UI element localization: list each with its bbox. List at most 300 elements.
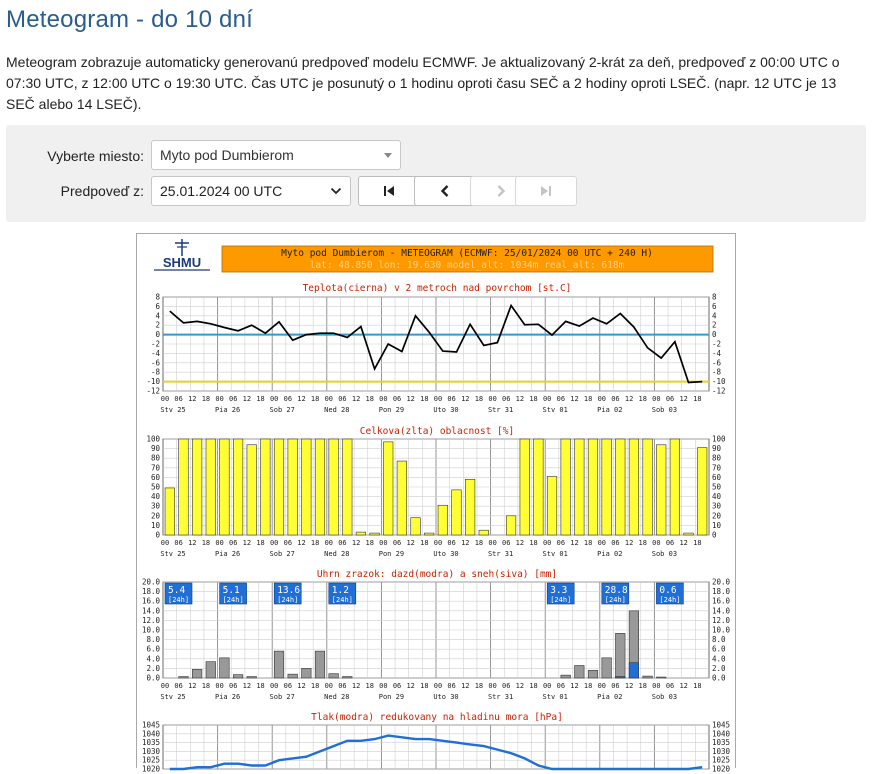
panel-title: Celkova(zlta) oblacnost [%]: [359, 426, 515, 437]
x-tick-label: 06: [229, 539, 238, 547]
day-label: Uto 30: [433, 693, 459, 701]
y-tick-label-right: 70: [712, 463, 722, 473]
x-tick-label: 12: [297, 395, 306, 403]
x-tick-label: 12: [515, 682, 525, 690]
x-tick-label: 12: [242, 682, 252, 690]
bar: [684, 533, 694, 535]
x-tick-label: 00: [215, 682, 224, 690]
x-tick-label: 12: [297, 539, 306, 547]
day-label: Sob 03: [651, 550, 678, 558]
x-tick-label: 18: [638, 682, 647, 690]
x-tick-label: 06: [665, 682, 675, 690]
x-tick-label: 18: [638, 395, 647, 403]
place-select[interactable]: [151, 140, 401, 170]
forecast-select[interactable]: [151, 176, 351, 206]
bar: [233, 439, 243, 535]
y-tick-label-right: 10: [712, 520, 722, 530]
y-tick-label: 16.0: [141, 596, 160, 606]
daily-total-period: [24h]: [277, 596, 299, 604]
day-label: Sob 03: [651, 693, 678, 701]
x-tick-label: 00: [324, 682, 334, 690]
y-tick-label-right: 40: [712, 492, 722, 502]
y-tick-label: 0: [155, 330, 160, 340]
y-tick-label: 8: [155, 292, 160, 302]
x-tick-label: 18: [201, 395, 211, 403]
chevron-down-icon: [384, 153, 392, 158]
x-tick-label: 06: [392, 539, 402, 547]
daily-total-value: 13.6: [277, 585, 301, 596]
x-tick-label: 18: [693, 682, 702, 690]
bar: [220, 439, 230, 535]
y-tick-label-right: -6: [712, 358, 722, 368]
x-tick-label: 12: [406, 539, 415, 547]
x-tick-label: 06: [338, 539, 347, 547]
day-label: Sob 27: [269, 406, 295, 414]
x-tick-label: 06: [174, 682, 183, 690]
daily-total-value: 0.6: [659, 585, 677, 596]
x-tick-label: 18: [474, 539, 484, 547]
x-tick-label: 18: [365, 539, 374, 547]
day-label: Sob 27: [269, 550, 295, 558]
bar: [479, 530, 489, 535]
bar: [547, 476, 557, 535]
bar: [424, 533, 434, 535]
x-tick-label: 00: [433, 395, 443, 403]
y-tick-label-right: 30: [712, 501, 722, 511]
x-tick-label: 00: [379, 539, 388, 547]
bar: [288, 674, 298, 678]
x-tick-label: 18: [420, 395, 429, 403]
bar: [247, 677, 257, 678]
x-tick-label: 00: [488, 395, 497, 403]
x-tick-label: 00: [324, 395, 334, 403]
bar: [629, 439, 639, 535]
y-tick-label-right: 1040: [712, 729, 731, 739]
y-tick-label-right: 0: [712, 330, 717, 340]
y-tick-label: 70: [150, 463, 160, 473]
daily-total-period: [24h]: [168, 596, 190, 604]
daily-total-period: [24h]: [659, 596, 681, 604]
x-tick-label: 00: [652, 682, 661, 690]
y-tick-label: 8.0: [146, 635, 160, 645]
bar: [261, 439, 271, 535]
bar: [315, 439, 325, 535]
day-label: Pia 02: [597, 406, 623, 414]
y-tick-label: 2.0: [146, 663, 160, 673]
day-label: Stv 01: [542, 406, 568, 414]
x-tick-label: 06: [556, 395, 566, 403]
bar: [656, 445, 666, 535]
x-tick-label: 00: [652, 539, 661, 547]
panel-title: Teplota(cierna) v 2 metroch nad povrchom [st.C]: [302, 283, 572, 294]
y-tick-label: 2: [155, 320, 160, 330]
y-tick-label-right: 60: [712, 472, 722, 482]
x-tick-label: 00: [379, 682, 388, 690]
bar: [615, 633, 625, 678]
x-tick-label: 06: [556, 539, 566, 547]
y-tick-label-right: 4.0: [712, 654, 726, 664]
forecast-selector-panel: [6, 125, 866, 222]
x-tick-label: 00: [269, 682, 279, 690]
y-tick-label-right: 8: [712, 292, 717, 302]
x-tick-label: 00: [542, 395, 552, 403]
daily-total-period: [24h]: [604, 596, 626, 604]
day-label: Sob 03: [651, 406, 678, 414]
x-tick-label: 00: [215, 395, 224, 403]
x-tick-label: 06: [283, 395, 293, 403]
day-label: Pia 02: [597, 693, 623, 701]
x-tick-label: 18: [529, 395, 538, 403]
bar: [452, 490, 462, 535]
meteogram-image: [136, 233, 736, 774]
daily-total-value: 5.1: [222, 585, 240, 596]
bar: [370, 533, 380, 535]
x-tick-label: 00: [542, 539, 552, 547]
y-tick-label: 6.0: [146, 644, 160, 654]
bar: [342, 677, 352, 678]
x-tick-label: 12: [188, 395, 197, 403]
daily-total-period: [24h]: [222, 596, 244, 604]
x-tick-label: 18: [474, 682, 484, 690]
y-tick-label-right: -12: [712, 386, 726, 396]
x-tick-label: 12: [461, 539, 470, 547]
y-tick-label-right: 2.0: [712, 663, 726, 673]
y-tick-label: -2: [150, 339, 160, 349]
x-tick-label: 06: [229, 395, 238, 403]
y-tick-label: 1040: [141, 729, 160, 739]
day-label: Pon 29: [378, 693, 405, 701]
bar: [520, 439, 530, 535]
bar: [656, 677, 666, 678]
bar: [179, 677, 189, 678]
x-tick-label: 18: [474, 395, 484, 403]
x-tick-label: 06: [665, 395, 675, 403]
x-tick-label: 18: [310, 395, 320, 403]
bar: [575, 666, 585, 678]
x-tick-label: 12: [242, 539, 252, 547]
bar: [192, 669, 202, 678]
y-tick-label: 40: [150, 492, 160, 502]
y-tick-label: 10: [150, 520, 160, 530]
y-tick-label-right: 50: [712, 482, 722, 492]
bar: [561, 439, 571, 535]
day-label: Pia 02: [597, 550, 623, 558]
bar: [274, 439, 284, 535]
x-tick-label: 12: [188, 682, 197, 690]
daily-total-period: [24h]: [550, 596, 572, 604]
forecast-select-value: 25.01.2024 00 UTC: [160, 183, 283, 199]
x-tick-label: 06: [447, 395, 456, 403]
bar: [302, 439, 312, 535]
y-tick-label-right: 1045: [712, 720, 731, 730]
day-label: Stv 25: [160, 550, 186, 558]
y-tick-label-right: 16.0: [712, 596, 731, 606]
y-tick-label-right: 100: [712, 434, 726, 444]
panel-title: Uhrn zrazok: dazd(modra) a sneh(siva) [mm]: [316, 569, 558, 580]
x-tick-label: 12: [679, 539, 688, 547]
day-label: Sob 27: [269, 693, 295, 701]
x-tick-label: 18: [310, 682, 320, 690]
y-tick-label-right: 1035: [712, 738, 731, 748]
x-tick-label: 12: [188, 539, 197, 547]
x-tick-label: 00: [597, 539, 607, 547]
x-tick-label: 12: [624, 539, 634, 547]
x-tick-label: 12: [679, 395, 688, 403]
y-tick-label-right: 20: [712, 511, 722, 521]
y-tick-label-right: -4: [712, 348, 722, 358]
intro-text: Meteogram zobrazuje automaticky generovanú predpoveď modelu ECMWF. Je aktualizovaný 2-krát za deň, predpoveď z 00:00 UTC o 07:30 UTC, z 12:00 UTC o 19:30 UTC. Čas UTC je posunutý o 1 hodinu oproti času SEČ a 2 hodiny oproti LSEČ. (napr. 12 UTC je 13 SEČ alebo 14 LSEČ).: [6, 54, 840, 112]
bar: [192, 439, 202, 535]
day-label: Pia 26: [214, 550, 241, 558]
skip-to-start-icon: [381, 184, 397, 198]
bar: [534, 439, 544, 535]
y-tick-label: 0: [155, 530, 160, 540]
y-tick-label: -10: [146, 377, 160, 387]
bar: [329, 439, 339, 535]
y-tick-label-right: 0.0: [712, 673, 726, 683]
x-tick-label: 12: [624, 395, 634, 403]
meteogram-header-title: Myto pod Dumbierom - METEOGRAM (ECMWF: 25/01/2024 00 UTC + 240 H): [281, 248, 653, 259]
bar: [615, 439, 625, 535]
y-tick-label: 12.0: [141, 615, 160, 625]
day-label: Stv 25: [160, 406, 186, 414]
x-tick-label: 00: [597, 395, 607, 403]
daily-total-value: 28.8: [604, 585, 628, 596]
bar: [602, 439, 612, 535]
x-tick-label: 00: [433, 682, 443, 690]
y-tick-label-right: 0: [712, 530, 717, 540]
x-tick-label: 12: [351, 682, 361, 690]
bar-secondary: [615, 677, 625, 678]
x-tick-label: 06: [174, 395, 183, 403]
x-tick-label: 00: [379, 395, 388, 403]
x-tick-label: 00: [160, 539, 170, 547]
x-tick-label: 06: [338, 682, 347, 690]
y-tick-label-right: 1020: [712, 764, 731, 774]
x-tick-label: 18: [365, 395, 374, 403]
bar: [383, 442, 393, 535]
bar: [397, 461, 407, 535]
bar: [206, 439, 216, 535]
bar: [302, 668, 312, 678]
y-tick-label: 1025: [141, 755, 160, 765]
day-label: Pia 26: [214, 693, 241, 701]
x-tick-label: 18: [583, 682, 593, 690]
x-tick-label: 06: [229, 682, 238, 690]
chevron-left-icon: [439, 184, 451, 198]
bar: [220, 658, 230, 678]
bar: [247, 445, 257, 535]
bar: [356, 532, 366, 535]
x-tick-label: 12: [515, 539, 525, 547]
x-tick-label: 06: [556, 682, 566, 690]
x-tick-label: 12: [624, 682, 634, 690]
x-tick-label: 06: [392, 395, 402, 403]
meteogram-header-sub: lat: 48.850 lon: 19.630 model_alt: 1034m real_alt: 618m: [309, 260, 625, 271]
x-tick-label: 00: [215, 539, 224, 547]
day-label: Str 31: [487, 550, 514, 558]
bar: [643, 439, 653, 535]
bar: [506, 516, 516, 535]
page-title: Meteogram - do 10 dní: [6, 6, 254, 33]
x-tick-label: 12: [570, 395, 579, 403]
day-label: Uto 30: [433, 406, 459, 414]
x-tick-label: 12: [515, 395, 525, 403]
day-label: Str 31: [487, 406, 514, 414]
y-tick-label-right: -8: [712, 367, 722, 377]
x-tick-label: 12: [461, 682, 470, 690]
x-tick-label: 06: [174, 539, 183, 547]
x-tick-label: 00: [652, 395, 661, 403]
place-select-value: Myto pod Dumbierom: [160, 147, 294, 163]
y-tick-label: 50: [150, 482, 160, 492]
y-tick-label: 6: [155, 301, 160, 311]
x-tick-label: 12: [351, 539, 361, 547]
y-tick-label: 20: [150, 511, 160, 521]
y-tick-label-right: 8.0: [712, 635, 726, 645]
y-tick-label: -12: [146, 386, 160, 396]
logo-text: SHMU: [162, 255, 202, 270]
x-tick-label: 18: [365, 682, 374, 690]
x-tick-label: 00: [433, 539, 443, 547]
x-tick-label: 12: [297, 682, 306, 690]
bar: [342, 439, 352, 535]
y-tick-label: -4: [150, 348, 160, 358]
x-tick-label: 06: [611, 539, 620, 547]
forecast-label: Predpoveď z:: [60, 183, 144, 199]
y-tick-label: 4: [155, 311, 160, 321]
y-tick-label-right: 80: [712, 453, 722, 463]
y-tick-label: 1030: [141, 746, 160, 756]
x-tick-label: 18: [201, 539, 211, 547]
bar: [670, 439, 680, 535]
daily-total-period: [24h]: [331, 596, 353, 604]
y-tick-label: 60: [150, 472, 160, 482]
x-tick-label: 06: [283, 539, 293, 547]
x-tick-label: 18: [693, 395, 702, 403]
day-label: Stv 01: [542, 693, 568, 701]
day-label: Pon 29: [378, 550, 405, 558]
y-tick-label: 20.0: [141, 577, 160, 587]
bar-secondary: [629, 663, 639, 678]
x-tick-label: 00: [160, 682, 170, 690]
x-tick-label: 06: [392, 682, 402, 690]
skip-to-end-icon: [538, 184, 554, 198]
bar: [561, 675, 571, 678]
y-tick-label: 90: [150, 444, 160, 454]
y-tick-label: 18.0: [141, 587, 160, 597]
bar: [465, 479, 475, 535]
bar: [588, 439, 598, 535]
bar: [179, 439, 189, 535]
x-tick-label: 00: [269, 539, 279, 547]
bar: [165, 488, 175, 535]
y-tick-label: 1045: [141, 720, 160, 730]
x-tick-label: 06: [447, 539, 456, 547]
day-label: Stv 25: [160, 693, 186, 701]
first-forecast-button[interactable]: [358, 176, 420, 206]
x-tick-label: 06: [338, 395, 347, 403]
y-tick-label: 80: [150, 453, 160, 463]
y-tick-label: -8: [150, 367, 160, 377]
y-tick-label-right: 4: [712, 311, 717, 321]
bar: [697, 448, 707, 535]
bar: [643, 676, 653, 678]
bar: [274, 651, 284, 678]
day-label: Uto 30: [433, 550, 459, 558]
daily-total-value: 3.3: [550, 585, 568, 596]
y-tick-label-right: 12.0: [712, 615, 731, 625]
day-label: Ned 28: [324, 550, 350, 558]
y-tick-label-right: 20.0: [712, 577, 731, 587]
y-tick-label: 10.0: [141, 625, 160, 635]
x-tick-label: 00: [160, 395, 170, 403]
x-tick-label: 12: [351, 395, 361, 403]
y-tick-label-right: 1030: [712, 746, 731, 756]
x-tick-label: 06: [283, 682, 293, 690]
bar: [329, 674, 339, 678]
y-tick-label: -6: [150, 358, 160, 368]
y-tick-label: 100: [146, 434, 160, 444]
x-tick-label: 06: [665, 539, 675, 547]
bar: [315, 651, 325, 678]
x-tick-label: 18: [420, 539, 429, 547]
y-tick-label-right: 14.0: [712, 606, 731, 616]
bar: [575, 439, 585, 535]
last-forecast-button[interactable]: [515, 176, 577, 206]
y-tick-label: 4.0: [146, 654, 160, 664]
x-tick-label: 18: [256, 682, 265, 690]
y-tick-label-right: 18.0: [712, 587, 731, 597]
y-tick-label-right: 90: [712, 444, 722, 454]
y-tick-label-right: -10: [712, 377, 726, 387]
x-tick-label: 18: [201, 682, 211, 690]
y-tick-label: 0.0: [146, 673, 160, 683]
x-tick-label: 18: [583, 395, 593, 403]
x-tick-label: 00: [324, 539, 334, 547]
bar: [438, 505, 448, 535]
x-tick-label: 18: [256, 539, 265, 547]
bar: [411, 518, 421, 535]
previous-forecast-button[interactable]: [414, 176, 476, 206]
day-label: Str 31: [487, 693, 514, 701]
y-tick-label-right: 2: [712, 320, 717, 330]
x-tick-label: 06: [502, 682, 511, 690]
x-tick-label: 06: [611, 682, 620, 690]
x-tick-label: 18: [529, 539, 538, 547]
x-tick-label: 00: [269, 395, 279, 403]
x-tick-label: 12: [406, 395, 415, 403]
y-tick-label: 1035: [141, 738, 160, 748]
y-tick-label-right: -2: [712, 339, 722, 349]
panel-title: Tlak(modra) redukovany na hladinu mora [hPa]: [311, 712, 563, 723]
x-tick-label: 06: [502, 539, 511, 547]
x-tick-label: 18: [310, 539, 320, 547]
x-tick-label: 18: [693, 539, 702, 547]
day-label: Ned 28: [324, 693, 350, 701]
x-tick-label: 12: [242, 395, 252, 403]
day-label: Pia 26: [214, 406, 241, 414]
x-tick-label: 12: [570, 682, 579, 690]
x-tick-label: 06: [447, 682, 456, 690]
bar: [588, 670, 598, 678]
day-label: Pon 29: [378, 406, 405, 414]
place-label: Vyberte miesto:: [47, 148, 144, 164]
x-tick-label: 18: [638, 539, 647, 547]
x-tick-label: 06: [611, 395, 620, 403]
daily-total-value: 1.2: [331, 585, 349, 596]
x-tick-label: 00: [488, 682, 497, 690]
